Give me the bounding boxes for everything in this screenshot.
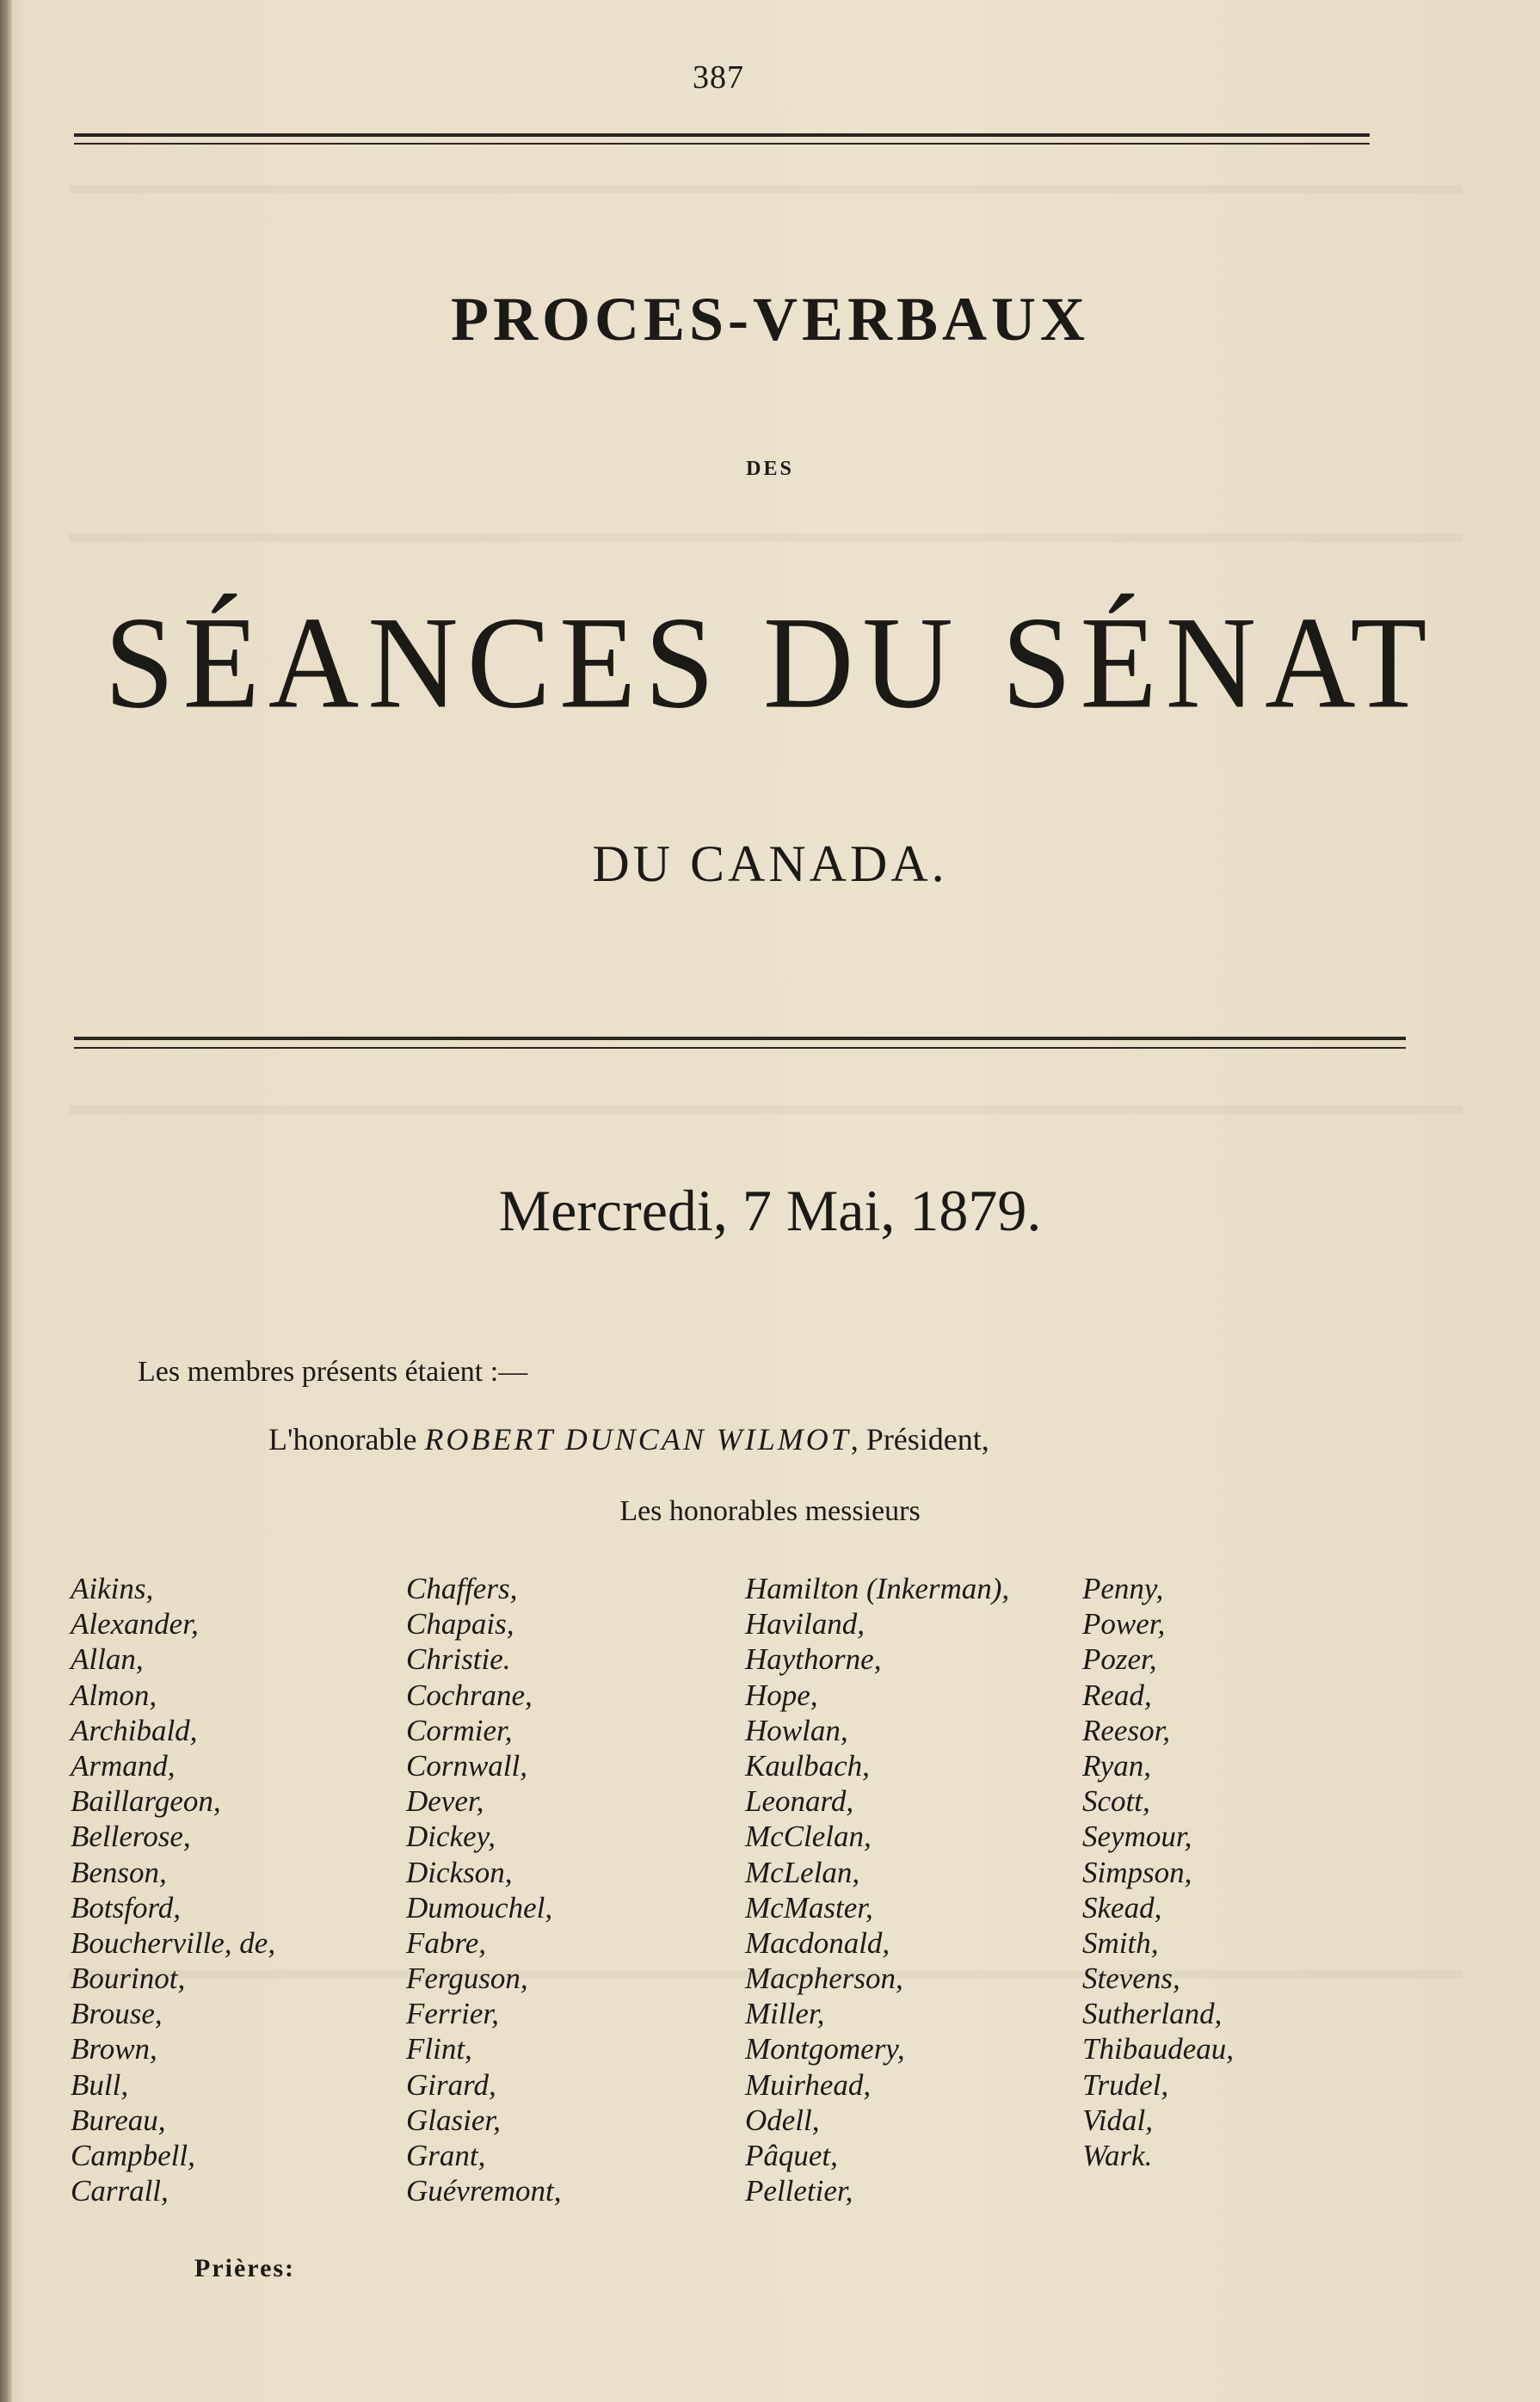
senator-name: Bureau, — [71, 2103, 166, 2137]
senator-name: Muirhead, — [745, 2067, 872, 2102]
senator-name: Benson, — [71, 1855, 167, 1889]
senator-name: Haythorne, — [745, 1642, 882, 1677]
senator-name: Odell, — [745, 2103, 820, 2137]
president-line — [268, 1421, 989, 1457]
senator-name: Allan, — [71, 1642, 144, 1677]
top-rule — [74, 133, 1370, 137]
senator-name: Miller, — [745, 1997, 825, 2031]
senator-name: Howlan, — [745, 1713, 848, 1747]
senator-name: Stevens, — [1082, 1962, 1180, 1996]
senator-name: Archibald, — [71, 1713, 198, 1747]
senator-name: Hope, — [745, 1678, 818, 1712]
senator-name: McLelan, — [745, 1855, 860, 1889]
senator-name: Kaulbach, — [745, 1748, 870, 1783]
senator-name: Montgomery, — [745, 2032, 905, 2066]
title-proces-verbaux: PROCES-VERBAUX — [450, 285, 1090, 354]
senator-name: Grant, — [406, 2139, 486, 2172]
senator-name: Alexander, — [71, 1607, 199, 1641]
senator-name: Pâquet, — [745, 2139, 838, 2172]
prieres-heading: Prières: — [194, 2254, 296, 2282]
senator-name: Trudel, — [1082, 2067, 1169, 2102]
senator-name: Campbell, — [71, 2139, 195, 2172]
senator-name: Bellerose, — [71, 1820, 191, 1854]
senator-name: Skead, — [1082, 1890, 1162, 1925]
senator-column-2 — [406, 1571, 561, 2208]
session-date: Mercredi, 7 Mai, 1879. — [498, 1178, 1042, 1243]
page-number: 387 — [693, 59, 744, 95]
senator-name: Dumouchel, — [406, 1890, 553, 1925]
senator-name: Ferguson, — [406, 1962, 528, 1996]
senator-column-4 — [1082, 1571, 1234, 2173]
honorables-heading: Les honorables messieurs — [619, 1495, 921, 1527]
senator-name: Botsford, — [71, 1890, 182, 1925]
senator-name: Macpherson, — [745, 1962, 903, 1996]
bleed-through — [69, 1106, 1463, 1114]
senator-name: Hamilton (Inkerman), — [745, 1572, 1010, 1605]
title-des: DES — [746, 458, 794, 480]
senator-name: Haviland, — [745, 1607, 865, 1641]
senator-name: Leonard, — [745, 1784, 854, 1819]
senator-name: Armand, — [71, 1748, 176, 1783]
senator-name: Chaffers, — [406, 1572, 518, 1605]
senator-name: Bull, — [71, 2067, 129, 2102]
senator-name: Almon, — [71, 1678, 157, 1712]
senator-name: Chapais, — [406, 1607, 514, 1641]
senator-column-1 — [71, 1571, 275, 2208]
top-rule-thin — [74, 143, 1370, 145]
senator-name: Brown, — [71, 2032, 157, 2066]
title-seances-du-senat: SÉANCES DU SÉNAT — [104, 588, 1436, 736]
senator-name: McClelan, — [745, 1820, 872, 1854]
title-du-canada: DU CANADA. — [592, 835, 948, 892]
senator-name: Dickey, — [406, 1820, 496, 1854]
senator-name: Sutherland, — [1082, 1997, 1223, 2031]
middle-rule — [74, 1037, 1406, 1040]
senator-name: McMaster, — [745, 1890, 873, 1925]
senator-name: Pelletier, — [745, 2174, 853, 2208]
senator-name: Cornwall, — [406, 1748, 528, 1783]
senator-column-3 — [745, 1571, 1009, 2208]
middle-rule-thin — [74, 1047, 1406, 1049]
president-suffix: , Président, — [850, 1422, 989, 1457]
senator-name: Ferrier, — [406, 1997, 499, 2031]
senator-name: Scott, — [1082, 1784, 1150, 1819]
bleed-through — [69, 533, 1463, 542]
senator-name: Thibaudeau, — [1082, 2032, 1234, 2066]
bleed-through — [69, 185, 1463, 194]
senator-name: Cormier, — [406, 1713, 513, 1747]
senator-name: Smith, — [1082, 1925, 1159, 1960]
senator-name: Vidal, — [1082, 2103, 1153, 2137]
senator-name: Seymour, — [1082, 1820, 1192, 1854]
president-prefix: L'honorable — [268, 1422, 417, 1457]
senator-name: Christie. — [406, 1642, 511, 1677]
senator-name: Brouse, — [71, 1997, 163, 2031]
senator-name: Boucherville, de, — [71, 1925, 276, 1960]
senator-name: Dickson, — [406, 1855, 513, 1889]
senator-name: Read, — [1082, 1678, 1152, 1712]
senator-name: Flint, — [406, 2032, 472, 2066]
senator-name: Penny, — [1082, 1572, 1164, 1605]
senator-name: Fabre, — [406, 1925, 486, 1960]
president-name: ROBERT DUNCAN WILMOT — [424, 1422, 851, 1457]
senator-name: Reesor, — [1082, 1713, 1171, 1747]
present-intro: Les membres présents étaient :— — [138, 1356, 528, 1388]
senator-name: Pozer, — [1082, 1642, 1157, 1677]
senator-name: Bourinot, — [71, 1962, 186, 1996]
senator-name: Baillargeon, — [71, 1784, 221, 1819]
senator-name: Macdonald, — [745, 1925, 890, 1960]
senator-name: Aikins, — [71, 1572, 154, 1605]
senator-name: Guévremont, — [406, 2174, 562, 2208]
senator-name: Ryan, — [1082, 1748, 1152, 1783]
senator-name: Simpson, — [1082, 1855, 1192, 1889]
senator-name: Dever, — [406, 1784, 484, 1819]
senator-name: Cochrane, — [406, 1678, 533, 1712]
senator-name: Girard, — [406, 2067, 496, 2102]
senator-name: Glasier, — [406, 2103, 501, 2137]
senator-name: Wark. — [1082, 2139, 1153, 2172]
senator-name: Power, — [1082, 1607, 1166, 1641]
senator-name: Carrall, — [71, 2174, 169, 2208]
